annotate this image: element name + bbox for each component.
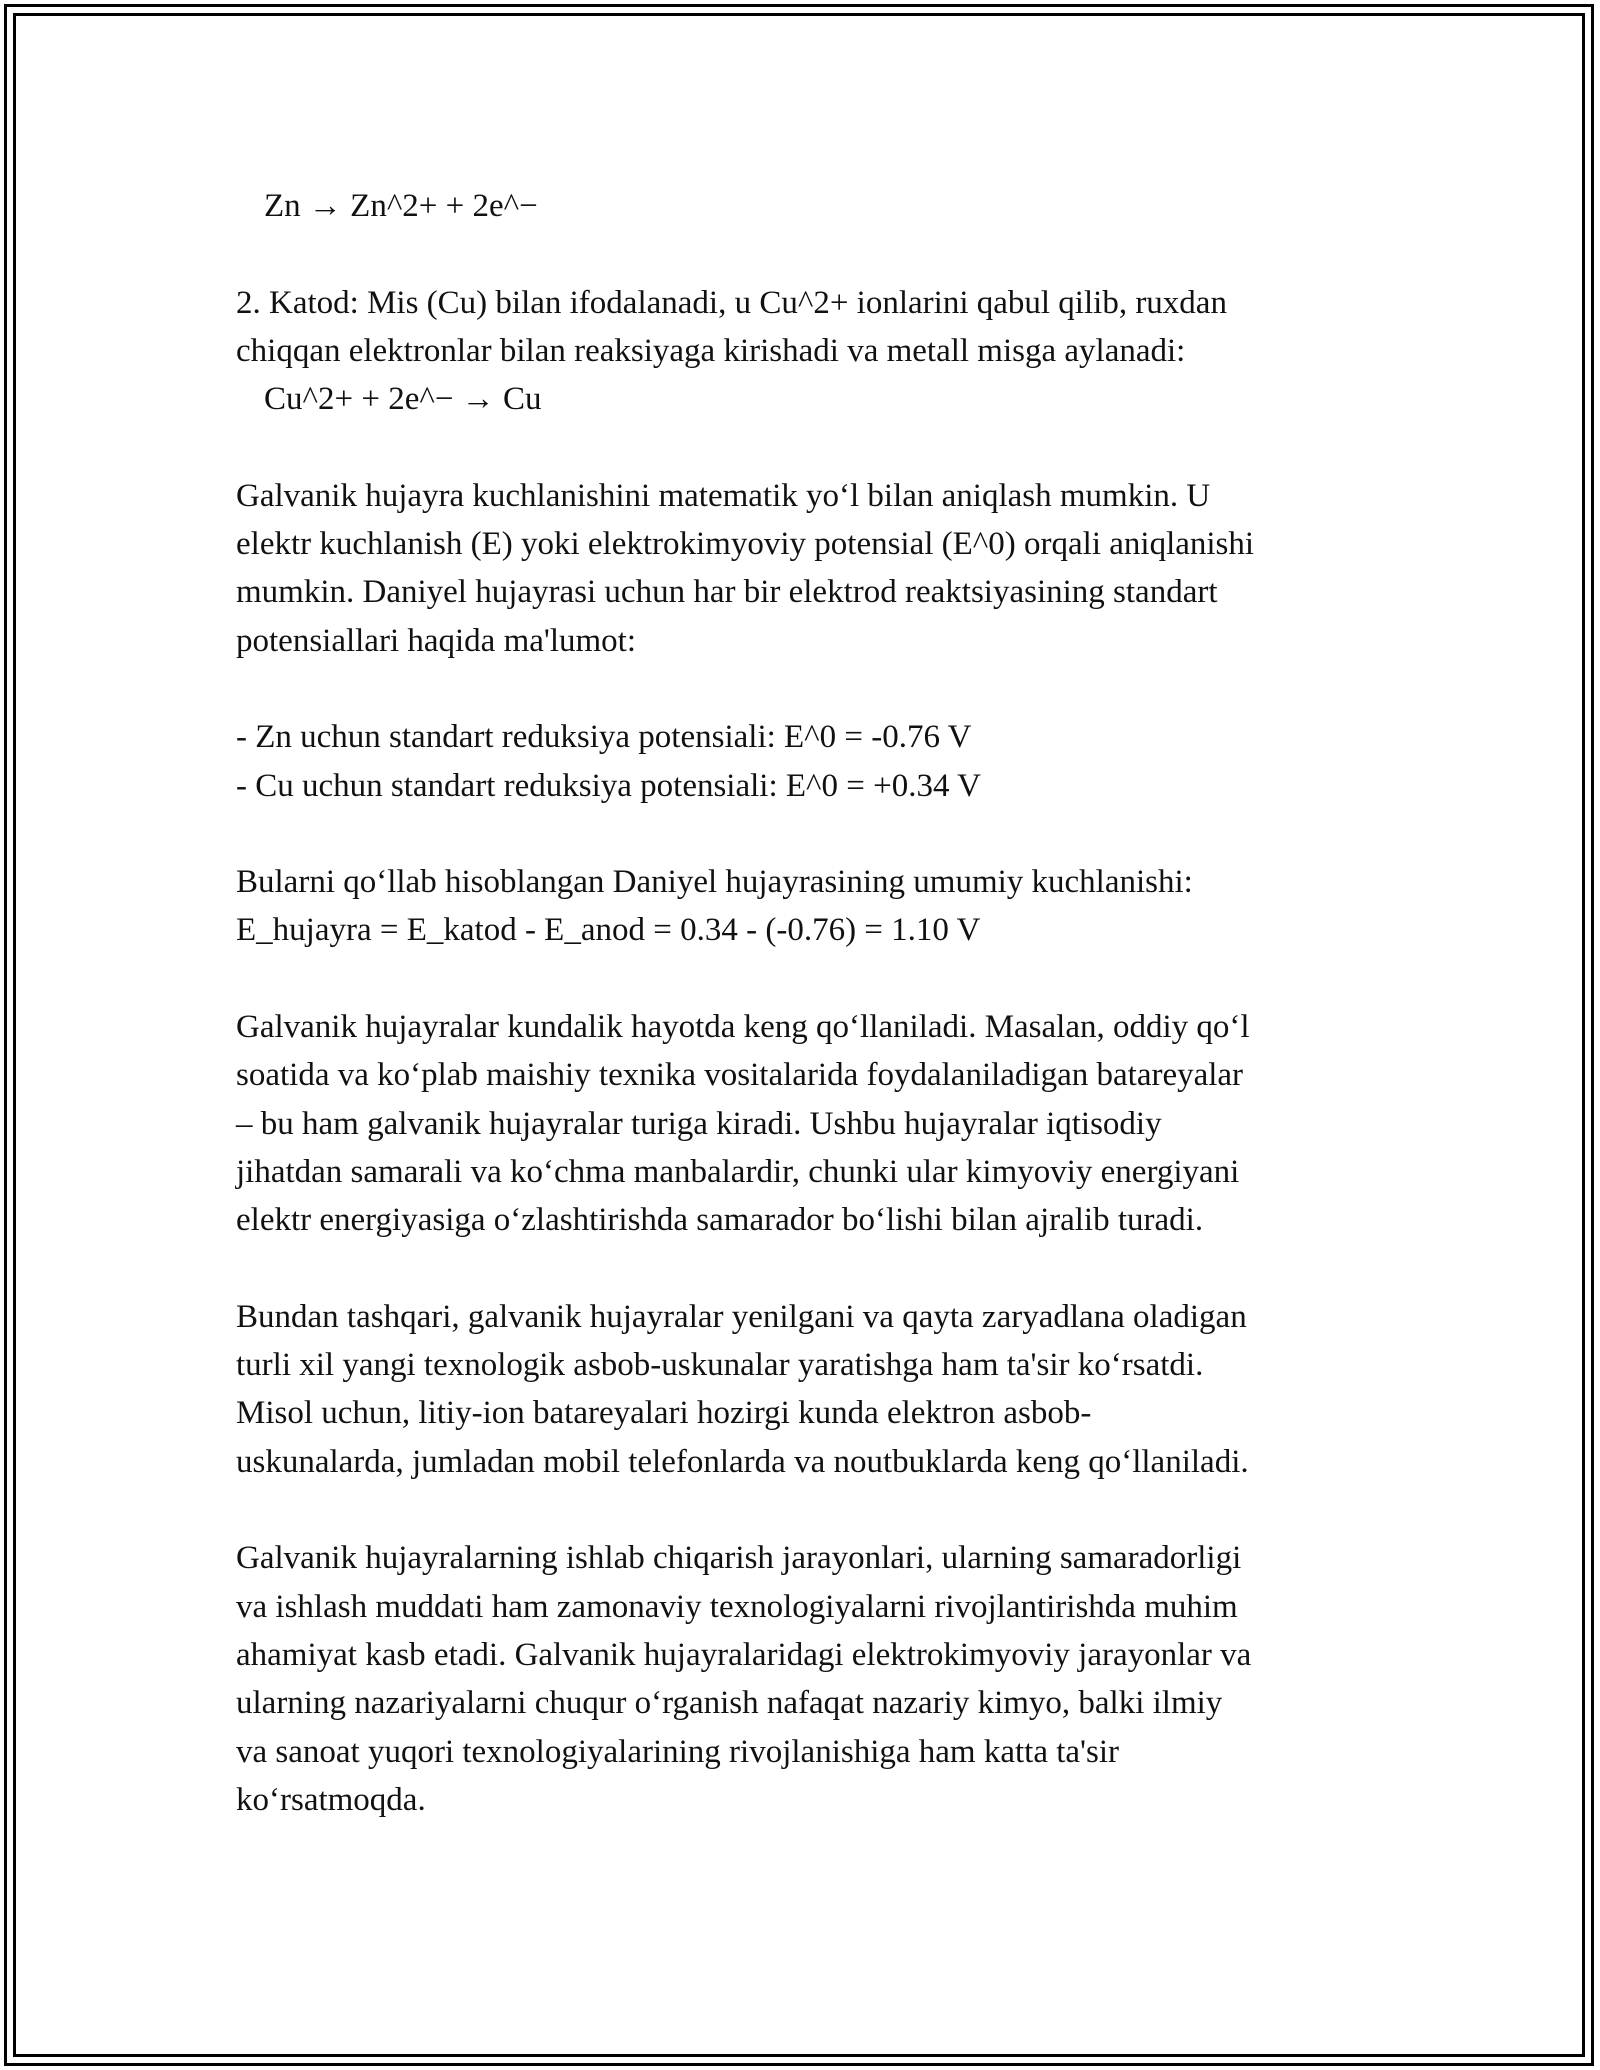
potential-paragraph — [236, 472, 1376, 665]
paragraph-line: ko‘rsatmoqda. — [236, 1781, 426, 1818]
paragraph-line: Misol uchun, litiy-ion batareyalari hozirgi kunda elektron asbob- — [236, 1395, 1092, 1432]
paragraph-line: Galvanik hujayralarning ishlab chiqarish jarayonlari, ularning samaradorligi — [236, 1540, 1242, 1577]
paragraph-line: Bundan tashqari, galvanik hujayralar yenilgani va qayta zaryadlana oladigan — [236, 1298, 1247, 1335]
paragraph-line: ahamiyat kasb etadi. Galvanik hujayralaridagi elektrokimyoviy jarayonlar va — [236, 1636, 1252, 1673]
paragraph-line: Galvanik hujayralar kundalik hayotda keng qo‘llaniladi. Masalan, oddiy qo‘l — [236, 1009, 1250, 1046]
spacer — [236, 423, 1376, 471]
paragraph-line: elektr kuchlanish (E) yoki elektrokimyoviy potensial (E^0) orqali aniqlanishi — [236, 526, 1255, 563]
paragraph-line: 2. Katod: Mis (Cu) bilan ifodalanadi, u Cu^2+ ionlarini qabul qilib, ruxdan — [236, 284, 1227, 321]
paragraph-line: jihatdan samarali va ko‘chma manbalardir, chunki ular kimyoviy energiyani — [236, 1153, 1240, 1190]
voltage-formula: E_hujayra = E_katod - E_anod = 0.34 - (-0.76) = 1.10 V — [236, 912, 981, 949]
paragraph-line: – bu ham galvanik hujayralar turiga kiradi. Ushbu hujayralar iqtisodiy — [236, 1105, 1162, 1142]
paragraph-line: uskunalarda, jumladan mobil telefonlarda va noutbuklarda keng qo‘llaniladi. — [236, 1443, 1249, 1480]
research-paragraph — [236, 1534, 1376, 1824]
list-item: - Zn uchun standart reduksiya potensiali: E^0 = -0.76 V — [236, 719, 972, 756]
spacer — [236, 810, 1376, 858]
spacer — [236, 955, 1376, 1003]
potential-list — [236, 713, 1376, 810]
paragraph-line: Bularni qo‘llab hisoblangan Daniyel hujayrasining umumiy kuchlanishi: — [236, 864, 1193, 901]
paragraph-line: Galvanik hujayra kuchlanishini matematik yo‘l bilan aniqlash mumkin. U — [236, 477, 1211, 514]
paragraph-line: potensiallari haqida ma'lumot: — [236, 622, 637, 659]
paragraph-line: va sanoat yuqori texnologiyalarining rivojlanishiga ham katta ta'sir — [236, 1733, 1119, 1770]
spacer — [236, 1486, 1376, 1534]
list-item: - Cu uchun standart reduksiya potensiali: E^0 = +0.34 V — [236, 767, 981, 804]
paragraph-line: mumkin. Daniyel hujayrasi uchun har bir elektrod reaktsiyasining standart — [236, 574, 1218, 611]
spacer — [236, 665, 1376, 713]
document-body — [236, 182, 1376, 1824]
paragraph-line: va ishlash muddati ham zamonaviy texnologiyalarni rivojlantirishda muhim — [236, 1588, 1238, 1625]
paragraph-line: turli xil yangi texnologik asbob-uskunalar yaratishga ham ta'sir ko‘rsatdi. — [236, 1347, 1204, 1384]
cathode-paragraph — [236, 279, 1376, 424]
spacer — [236, 1245, 1376, 1293]
usage-paragraph — [236, 1003, 1376, 1244]
paragraph-line: elektr energiyasiga o‘zlashtirishda samarador bo‘lishi bilan ajralib turadi. — [236, 1202, 1204, 1239]
paragraph-line: chiqqan elektronlar bilan reaksiyaga kirishadi va metall misga aylanadi: — [236, 332, 1186, 369]
technology-paragraph — [236, 1293, 1376, 1486]
paragraph-line: soatida va ko‘plab maishiy texnika vositalarida foydalaniladigan batareyalar — [236, 1057, 1244, 1094]
anode-equation: Zn → Zn^2+ + 2e^− — [264, 188, 538, 224]
voltage-paragraph — [236, 858, 1376, 955]
spacer — [236, 230, 1376, 278]
paragraph-line: ularning nazariyalarni chuqur o‘rganish nafaqat nazariy kimyo, balki ilmiy — [236, 1685, 1223, 1722]
cathode-equation: Cu^2+ + 2e^− → Cu — [264, 381, 542, 418]
